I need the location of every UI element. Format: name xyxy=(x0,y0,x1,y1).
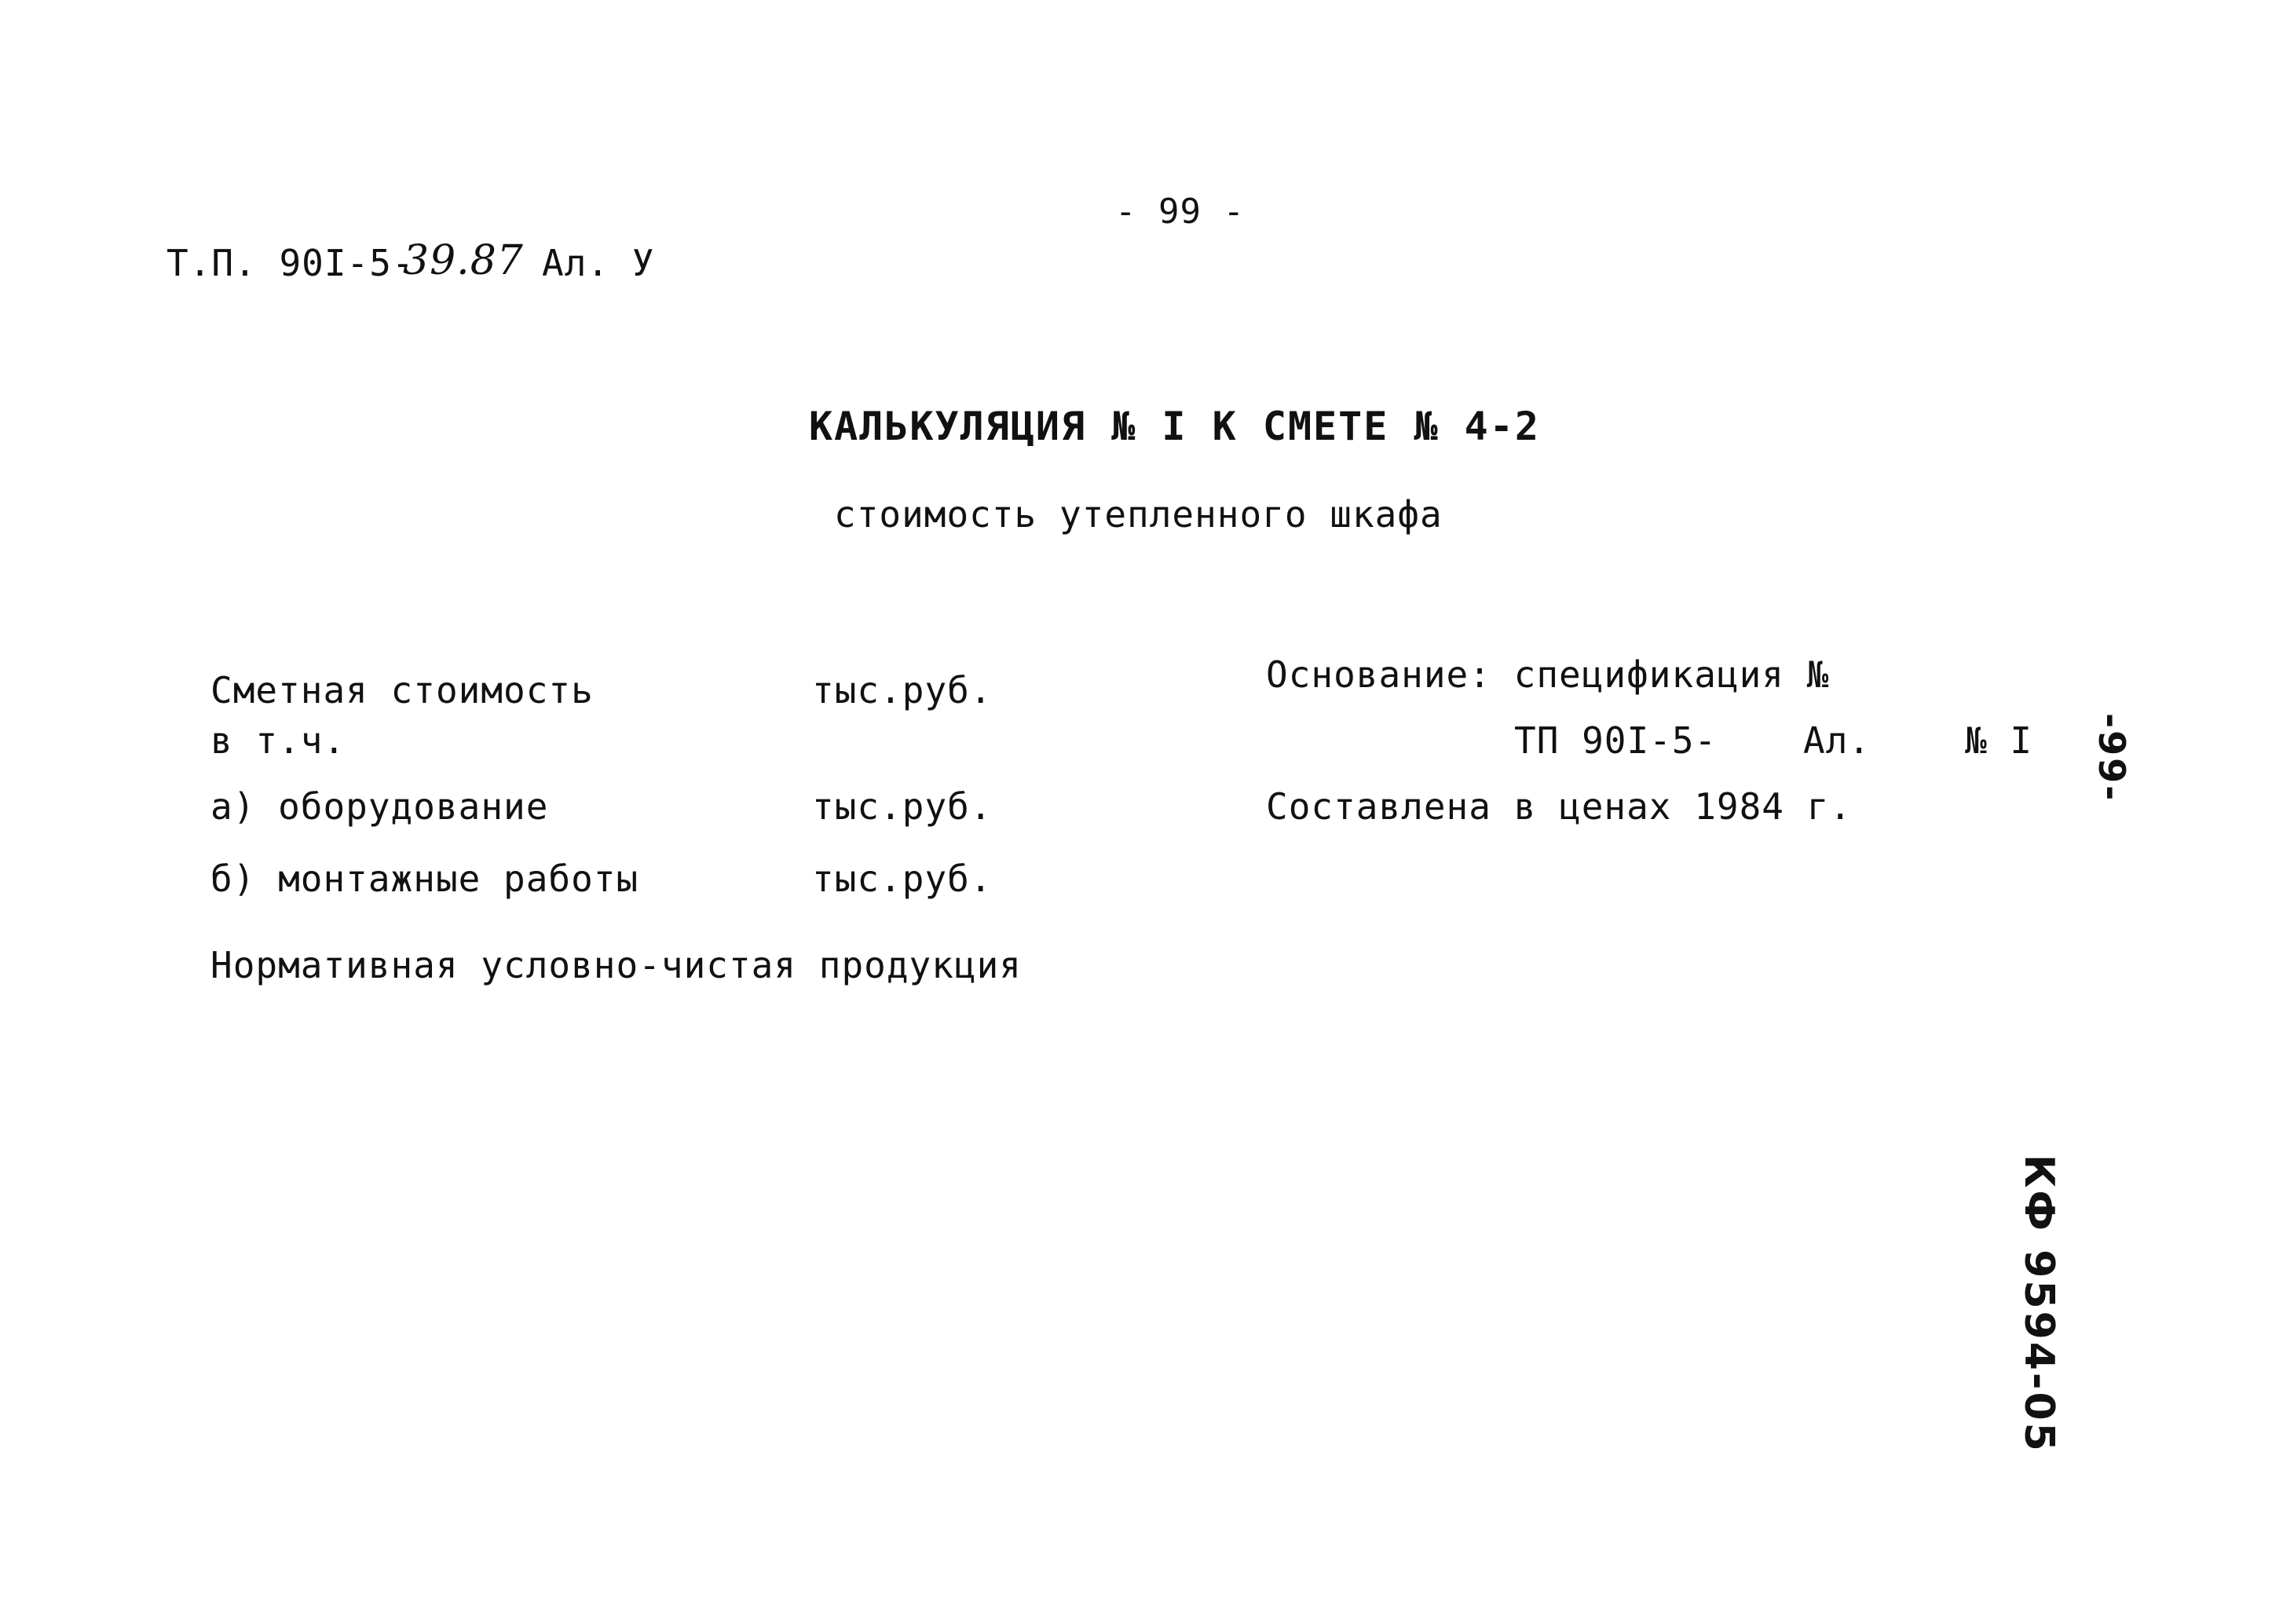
basis-album: Ал. xyxy=(1803,719,1871,762)
tp-code-handwritten: 39.87 xyxy=(403,237,524,284)
including-label: в т.ч. xyxy=(210,719,346,762)
page-number: - 99 - xyxy=(1115,192,1245,232)
estimated-cost-unit: тыс.руб. xyxy=(812,669,993,711)
basis-number: № I xyxy=(1965,719,2033,762)
equipment-unit: тыс.руб. xyxy=(812,785,993,828)
equipment-label: а) оборудование xyxy=(210,785,549,828)
tp-code-prefix: Т.П. 90I-5- xyxy=(166,242,415,284)
installation-label: б) монтажные работы xyxy=(210,858,639,900)
document-subtitle: стоимость утепленного шкафа xyxy=(834,493,1443,536)
normative-production-label: Нормативная условно-чистая продукция xyxy=(210,944,1022,986)
archive-stamp: КФ 9594-05 xyxy=(2015,1154,2062,1454)
album-number: Ал. У xyxy=(542,242,655,284)
installation-unit: тыс.руб. xyxy=(812,858,993,900)
basis-label: Основание: спецификация № xyxy=(1266,653,1830,696)
side-page-number: -99- xyxy=(2091,713,2133,803)
prices-year-label: Составлена в ценах 1984 г. xyxy=(1266,785,1853,828)
document-title: КАЛЬКУЛЯЦИЯ № I К СМЕТЕ № 4-2 xyxy=(809,404,1540,449)
estimated-cost-label: Сметная стоимость xyxy=(210,669,594,711)
basis-tp-reference: ТП 90I-5- xyxy=(1514,719,1718,762)
